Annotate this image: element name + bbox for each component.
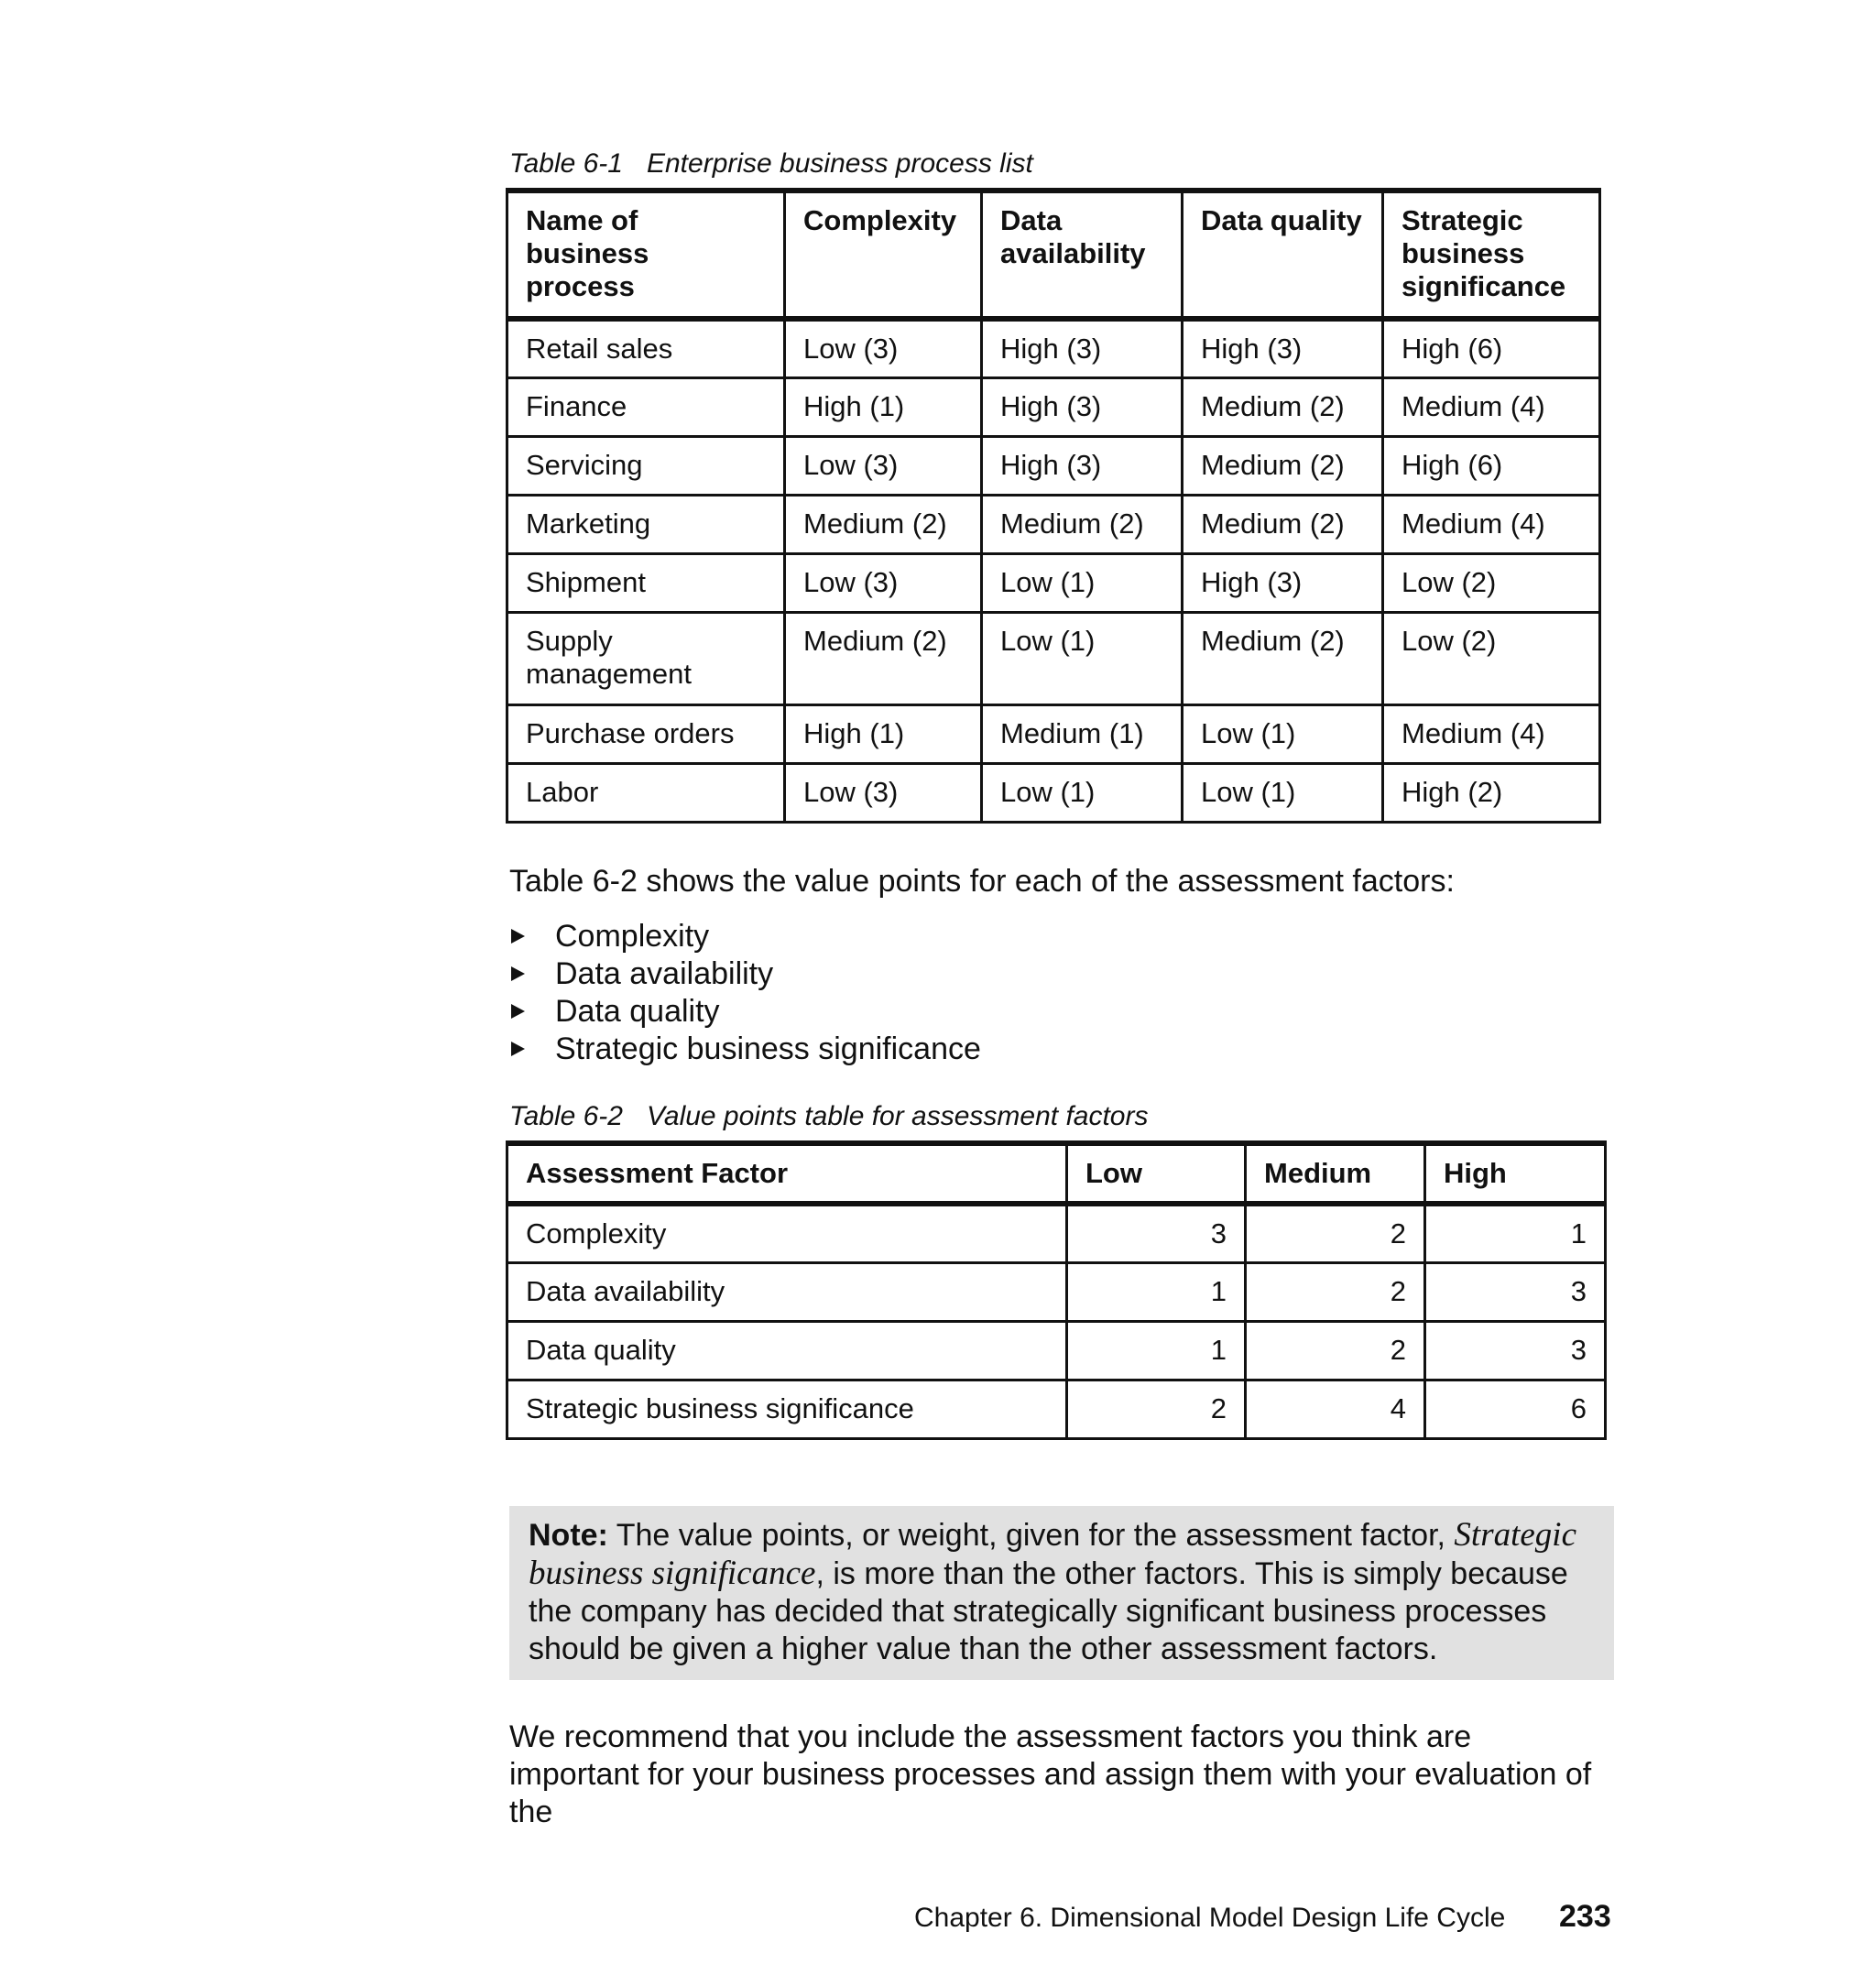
table-cell: Low (3) (785, 763, 982, 822)
table-2-caption (509, 1101, 1148, 1132)
table-header-row (507, 191, 1600, 319)
table-cell: 2 (1067, 1380, 1246, 1438)
table-row (507, 319, 1600, 377)
table-row (507, 553, 1600, 612)
table-cell: Data availability (507, 1262, 1067, 1321)
column-header: Complexity (785, 191, 982, 319)
column-header: Medium (1246, 1143, 1425, 1204)
intro-paragraph: Table 6-2 shows the value points for each of the assessment factors: (509, 864, 1455, 899)
table-cell: Medium (2) (1183, 436, 1383, 495)
note-emphasis: Strategic business significance (529, 1516, 1577, 1592)
triangle-bullet-icon (511, 1042, 525, 1056)
table-2-caption-title: Value points table for assessment factors (646, 1101, 1149, 1131)
note-text-before: The value points, or weight, given for the assessment factor, (607, 1518, 1455, 1553)
table-cell: High (6) (1383, 436, 1600, 495)
table-cell: Medium (1) (982, 704, 1183, 763)
table-cell: Complexity (507, 1204, 1067, 1262)
table-cell: Low (2) (1383, 553, 1600, 612)
table-cell: High (3) (1183, 319, 1383, 377)
column-header: Assessment Factor (507, 1143, 1067, 1204)
table-row (507, 1380, 1606, 1438)
triangle-bullet-icon (511, 1004, 525, 1019)
table-cell: Marketing (507, 495, 785, 553)
table-header-row (507, 1143, 1606, 1204)
closing-paragraph: We recommend that you include the assessment factors you think are important for your business processes and assign them with your evaluation of the (509, 1719, 1592, 1829)
table-cell: Finance (507, 377, 785, 436)
table-cell: High (3) (982, 319, 1183, 377)
table-cell: Low (3) (785, 436, 982, 495)
list-item (509, 1031, 981, 1068)
list-item (509, 955, 981, 993)
table-cell: Low (1) (982, 763, 1183, 822)
table-cell: Low (1) (1183, 704, 1383, 763)
table-cell: Shipment (507, 553, 785, 612)
table-cell: High (3) (982, 377, 1183, 436)
table-cell: 3 (1067, 1204, 1246, 1262)
table-cell: Medium (4) (1383, 495, 1600, 553)
table-cell: 2 (1246, 1321, 1425, 1380)
column-header: Name of business process (507, 191, 785, 319)
table-cell: Medium (4) (1383, 377, 1600, 436)
triangle-bullet-icon (511, 929, 525, 944)
column-header: Data quality (1183, 191, 1383, 319)
table-row (507, 704, 1600, 763)
table-cell: 2 (1246, 1262, 1425, 1321)
table-cell: High (6) (1383, 319, 1600, 377)
table-cell: Low (3) (785, 319, 982, 377)
table-cell: Medium (2) (982, 495, 1183, 553)
column-header: Data availability (982, 191, 1183, 319)
page-number: 233 (1559, 1899, 1611, 1934)
table-cell: Medium (4) (1383, 704, 1600, 763)
table-cell: Retail sales (507, 319, 785, 377)
table-cell: Low (2) (1383, 612, 1600, 704)
table-row (507, 1204, 1606, 1262)
table-cell: High (2) (1383, 763, 1600, 822)
list-item-label: Data availability (555, 956, 774, 991)
table-1-caption-number: Table 6-1 (509, 148, 623, 179)
table-cell: High (1) (785, 704, 982, 763)
note-box (509, 1506, 1614, 1680)
table-cell: Medium (2) (785, 495, 982, 553)
table-row (507, 1262, 1606, 1321)
table-cell: Data quality (507, 1321, 1067, 1380)
triangle-bullet-icon (511, 966, 525, 981)
column-header: High (1425, 1143, 1606, 1204)
table-cell: Labor (507, 763, 785, 822)
table-cell: Supply management (507, 612, 785, 704)
assessment-factor-list (509, 918, 981, 1068)
table-row (507, 1321, 1606, 1380)
table-cell: 2 (1246, 1204, 1425, 1262)
table-cell: 3 (1425, 1321, 1606, 1380)
table-row (507, 436, 1600, 495)
table-cell: Medium (2) (1183, 612, 1383, 704)
table-cell: 3 (1425, 1262, 1606, 1321)
table-cell: Low (1) (1183, 763, 1383, 822)
note-text-after: , is more than the other factors. This is simply because the company has decided that strategically significant business processes should be given a higher value than the other assessment factors. (529, 1556, 1568, 1666)
note-label: Note: (529, 1518, 608, 1553)
table-cell: Low (3) (785, 553, 982, 612)
table-row (507, 763, 1600, 822)
list-item (509, 993, 981, 1031)
table-cell: Low (1) (982, 553, 1183, 612)
table-row (507, 377, 1600, 436)
table-cell: Medium (2) (1183, 377, 1383, 436)
list-item-label: Data quality (555, 994, 720, 1029)
column-header: Strategic business significance (1383, 191, 1600, 319)
table-1-caption (509, 148, 1033, 180)
table-cell: High (3) (982, 436, 1183, 495)
table-cell: Medium (2) (1183, 495, 1383, 553)
table-cell: Purchase orders (507, 704, 785, 763)
table-cell: High (3) (1183, 553, 1383, 612)
table-cell: High (1) (785, 377, 982, 436)
list-item-label: Complexity (555, 919, 710, 954)
table-cell: 6 (1425, 1380, 1606, 1438)
chapter-footer: Chapter 6. Dimensional Model Design Life Cycle (914, 1903, 1506, 1933)
table-row (507, 495, 1600, 553)
list-item-label: Strategic business significance (555, 1031, 981, 1066)
table-row (507, 612, 1600, 704)
table-cell: Low (1) (982, 612, 1183, 704)
column-header: Low (1067, 1143, 1246, 1204)
table-cell: Medium (2) (785, 612, 982, 704)
enterprise-business-process-table (506, 188, 1601, 824)
value-points-table (506, 1140, 1607, 1440)
table-cell: 1 (1425, 1204, 1606, 1262)
table-1-caption-title: Enterprise business process list (646, 148, 1033, 179)
table-cell: Servicing (507, 436, 785, 495)
table-cell: Strategic business significance (507, 1380, 1067, 1438)
table-cell: 1 (1067, 1262, 1246, 1321)
table-2-caption-number: Table 6-2 (509, 1101, 623, 1131)
list-item (509, 918, 981, 955)
table-cell: 1 (1067, 1321, 1246, 1380)
table-cell: 4 (1246, 1380, 1425, 1438)
